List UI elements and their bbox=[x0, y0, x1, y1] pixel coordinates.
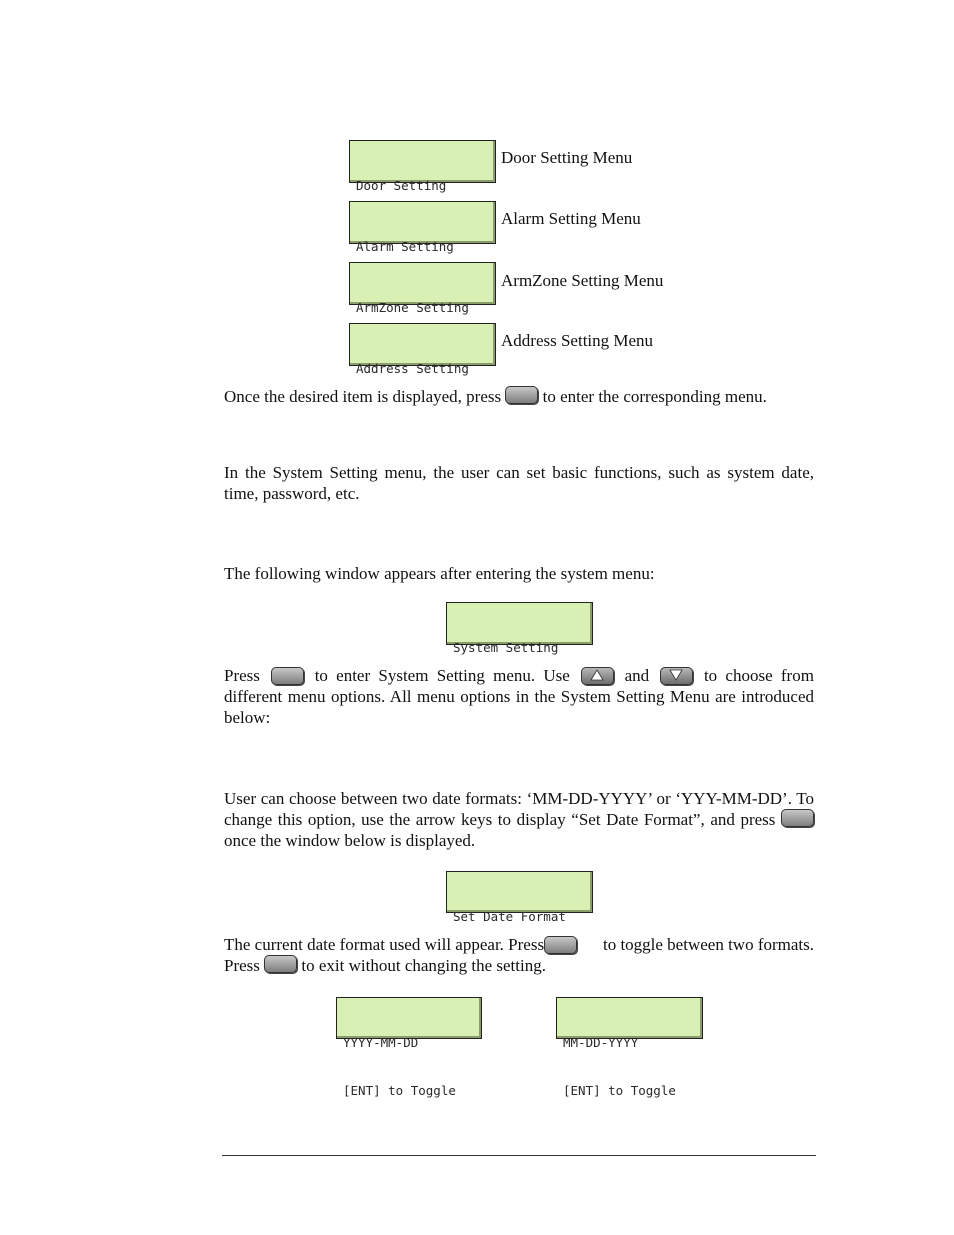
para-system-intro: In the System Setting menu, the user can set basic functions, such as system date, time, password, etc. bbox=[224, 463, 814, 503]
footer-rule bbox=[222, 1155, 816, 1156]
lcd-armzone-setting bbox=[349, 262, 496, 315]
menu-label-alarm: Alarm Setting Menu bbox=[501, 209, 641, 228]
para-date-format bbox=[224, 788, 814, 851]
text: different menu options. All menu options in the System Setting Menu are introduced below: bbox=[224, 687, 814, 727]
lcd-text: System Setting bbox=[453, 640, 559, 655]
text: and bbox=[624, 666, 650, 685]
lcd-line-2: [ENT] to Toggle bbox=[343, 1083, 456, 1098]
lcd-address-setting bbox=[349, 323, 496, 376]
lcd-text: Set Date Format bbox=[453, 909, 566, 924]
lcd-text: Alarm Setting bbox=[356, 239, 454, 254]
menu-label-armzone: ArmZone Setting Menu bbox=[501, 271, 664, 290]
para-press-enter bbox=[224, 665, 814, 728]
enter-key-icon bbox=[271, 667, 304, 685]
lcd-line-1: MM-DD-YYYY bbox=[563, 1035, 639, 1050]
lcd-line-1: YYYY-MM-DD bbox=[343, 1035, 419, 1050]
text: to exit without changing the setting. bbox=[301, 956, 546, 975]
text: Press bbox=[224, 666, 260, 685]
up-arrow-key-icon bbox=[581, 667, 614, 685]
lcd-set-date-format bbox=[446, 871, 593, 924]
text: once the window below is displayed. bbox=[224, 831, 476, 850]
text: Press bbox=[224, 956, 260, 975]
enter-key-icon bbox=[781, 809, 814, 827]
para-enter-menu bbox=[224, 386, 814, 407]
enter-key-icon bbox=[505, 386, 538, 404]
lcd-format-mm-dd-yyyy bbox=[556, 997, 703, 1098]
text: to enter System Setting menu. Use bbox=[314, 666, 570, 685]
text: to choose from bbox=[703, 666, 814, 685]
text: Once the desired item is displayed, press bbox=[224, 387, 502, 406]
lcd-alarm-setting bbox=[349, 201, 496, 254]
escape-key-icon bbox=[264, 955, 297, 973]
lcd-line-2: [ENT] to Toggle bbox=[563, 1083, 676, 1098]
menu-label-door: Door Setting Menu bbox=[501, 148, 633, 167]
para-current-format bbox=[224, 934, 814, 976]
lcd-format-yyyy-mm-dd bbox=[336, 997, 482, 1098]
enter-key-icon bbox=[544, 936, 577, 954]
lcd-text: Door Setting bbox=[356, 178, 447, 193]
text: to enter the corresponding menu. bbox=[542, 387, 767, 406]
text: to toggle between two formats. bbox=[602, 935, 814, 954]
para-window-appears: The following window appears after entering the system menu: bbox=[224, 564, 655, 583]
lcd-text: Address Setting bbox=[356, 361, 469, 376]
down-arrow-key-icon bbox=[660, 667, 693, 685]
lcd-door-setting bbox=[349, 140, 496, 193]
lcd-system-setting bbox=[446, 602, 593, 655]
menu-label-address: Address Setting Menu bbox=[501, 331, 654, 350]
text: The current date format used will appear. Press bbox=[224, 935, 545, 954]
lcd-text: ArmZone Setting bbox=[356, 300, 469, 315]
text: User can choose between two date formats: ‘MM-DD-YYYY’ or ‘YYY-MM-DD’. To change this option, use the arrow keys to display “Set Date Format”, and press bbox=[224, 789, 814, 829]
